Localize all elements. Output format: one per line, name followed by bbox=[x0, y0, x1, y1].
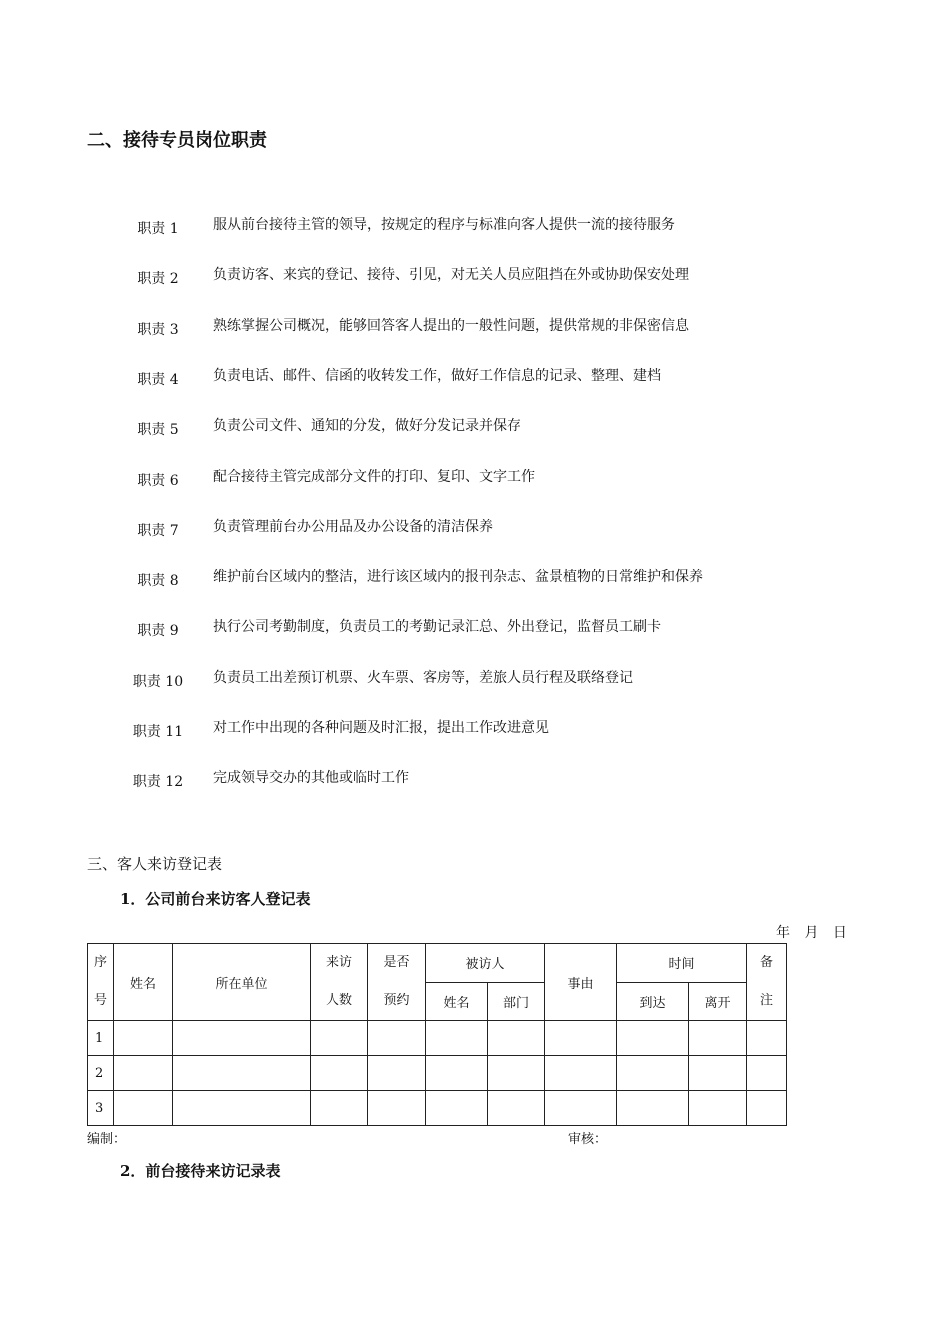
duty-label: 职责 11 bbox=[132, 724, 184, 740]
row-number: 3 bbox=[88, 1091, 114, 1126]
duty-label: 职责 6 bbox=[137, 473, 179, 489]
table-cell bbox=[114, 1056, 173, 1091]
table-cell bbox=[545, 1021, 617, 1056]
duty-text: 执行公司考勤制度，负责员工的考勤记录汇总、外出登记，监督员工刷卡 bbox=[213, 619, 661, 635]
table-row bbox=[88, 1091, 787, 1126]
table-cell bbox=[368, 1091, 426, 1126]
table-cell bbox=[368, 1056, 426, 1091]
header-seq bbox=[88, 944, 114, 1021]
table-row bbox=[88, 1021, 787, 1056]
table-cell bbox=[173, 1091, 311, 1126]
header-visitor-count bbox=[311, 944, 368, 1021]
table-cell bbox=[173, 1056, 311, 1091]
table-cell bbox=[747, 1091, 787, 1126]
duty-text: 配合接待主管完成部分文件的打印、复印、文字工作 bbox=[213, 469, 535, 485]
table-cell bbox=[173, 1021, 311, 1056]
header-appt-bottom: 预约 bbox=[383, 993, 410, 1008]
register-rows bbox=[88, 1021, 787, 1126]
date-line: 年 月 日 bbox=[776, 925, 847, 941]
table-cell bbox=[311, 1091, 368, 1126]
duty-text: 负责员工出差预订机票、火车票、客房等，差旅人员行程及联络登记 bbox=[213, 670, 633, 686]
header-name: 姓名 bbox=[114, 944, 173, 1021]
table-cell bbox=[617, 1091, 689, 1126]
table-cell bbox=[114, 1021, 173, 1056]
duty-text: 负责管理前台办公用品及办公设备的清洁保养 bbox=[213, 519, 493, 535]
duty-label: 职责 3 bbox=[137, 322, 179, 338]
duty-label: 职责 7 bbox=[137, 523, 179, 539]
header-note-top: 备 bbox=[760, 955, 774, 970]
table-cell bbox=[311, 1021, 368, 1056]
table-cell bbox=[426, 1021, 488, 1056]
duty-label: 职责 1 bbox=[137, 221, 179, 237]
reviewed-by-label: 审核： bbox=[568, 1132, 608, 1147]
table-cell bbox=[488, 1091, 545, 1126]
form-title-2: 2．前台接待来访记录表 bbox=[120, 1162, 281, 1180]
header-visitee: 被访人 bbox=[426, 944, 545, 983]
table-cell bbox=[617, 1021, 689, 1056]
header-time: 时间 bbox=[617, 944, 747, 983]
duty-label: 职责 2 bbox=[137, 271, 179, 287]
table-cell bbox=[488, 1056, 545, 1091]
header-reason: 事由 bbox=[545, 944, 617, 1021]
table-cell bbox=[368, 1021, 426, 1056]
duty-label: 职责 10 bbox=[132, 674, 184, 690]
row-number: 1 bbox=[88, 1021, 114, 1056]
table-row bbox=[88, 1056, 787, 1091]
table-cell bbox=[488, 1021, 545, 1056]
table-cell bbox=[689, 1056, 747, 1091]
header-unit: 所在单位 bbox=[173, 944, 311, 1021]
table-cell bbox=[545, 1091, 617, 1126]
header-leave: 离开 bbox=[689, 982, 747, 1021]
duty-label: 职责 5 bbox=[137, 422, 179, 438]
table-cell bbox=[689, 1021, 747, 1056]
header-note bbox=[747, 944, 787, 1021]
table-cell bbox=[114, 1091, 173, 1126]
table-cell bbox=[311, 1056, 368, 1091]
duty-label: 职责 12 bbox=[132, 774, 184, 790]
visitor-register-table bbox=[87, 943, 787, 1126]
table-cell bbox=[689, 1091, 747, 1126]
duty-text: 服从前台接待主管的领导，按规定的程序与标准向客人提供一流的接待服务 bbox=[213, 217, 675, 233]
section-title: 二、接待专员岗位职责 bbox=[87, 130, 267, 151]
table-cell bbox=[747, 1021, 787, 1056]
header-count-bottom: 人数 bbox=[325, 993, 352, 1008]
prepared-by-label: 编制： bbox=[87, 1132, 127, 1147]
duty-label: 职责 9 bbox=[137, 623, 179, 639]
header-seq-top: 序 bbox=[93, 955, 107, 970]
duty-text: 完成领导交办的其他或临时工作 bbox=[213, 770, 409, 786]
header-appointment bbox=[368, 944, 426, 1021]
duty-text: 负责电话、邮件、信函的收转发工作，做好工作信息的记录、整理、建档 bbox=[213, 368, 661, 384]
subsection-title: 三、客人来访登记表 bbox=[87, 855, 223, 873]
duty-text: 维护前台区域内的整洁，进行该区域内的报刊杂志、盆景植物的日常维护和保养 bbox=[213, 569, 703, 585]
header-seq-bottom: 号 bbox=[93, 993, 107, 1008]
header-arrive: 到达 bbox=[617, 982, 689, 1021]
table-cell bbox=[747, 1056, 787, 1091]
header-count-top: 来访 bbox=[325, 955, 352, 970]
header-appt-top: 是否 bbox=[383, 955, 410, 970]
row-number: 2 bbox=[88, 1056, 114, 1091]
duty-label: 职责 8 bbox=[137, 573, 179, 589]
duty-text: 负责访客、来宾的登记、接待、引见，对无关人员应阻挡在外或协助保安处理 bbox=[213, 267, 689, 283]
table-cell bbox=[426, 1091, 488, 1126]
header-visitee-name: 姓名 bbox=[426, 982, 488, 1021]
duty-label: 职责 4 bbox=[137, 372, 179, 388]
table-cell bbox=[426, 1056, 488, 1091]
header-visitee-dept: 部门 bbox=[488, 982, 545, 1021]
duty-text: 负责公司文件、通知的分发，做好分发记录并保存 bbox=[213, 418, 521, 434]
table-cell bbox=[545, 1056, 617, 1091]
duty-text: 对工作中出现的各种问题及时汇报，提出工作改进意见 bbox=[213, 720, 549, 736]
header-note-bottom: 注 bbox=[760, 993, 774, 1008]
duty-text: 熟练掌握公司概况，能够回答客人提出的一般性问题，提供常规的非保密信息 bbox=[213, 318, 689, 334]
form-title-1: 1．公司前台来访客人登记表 bbox=[120, 890, 311, 908]
table-cell bbox=[617, 1056, 689, 1091]
